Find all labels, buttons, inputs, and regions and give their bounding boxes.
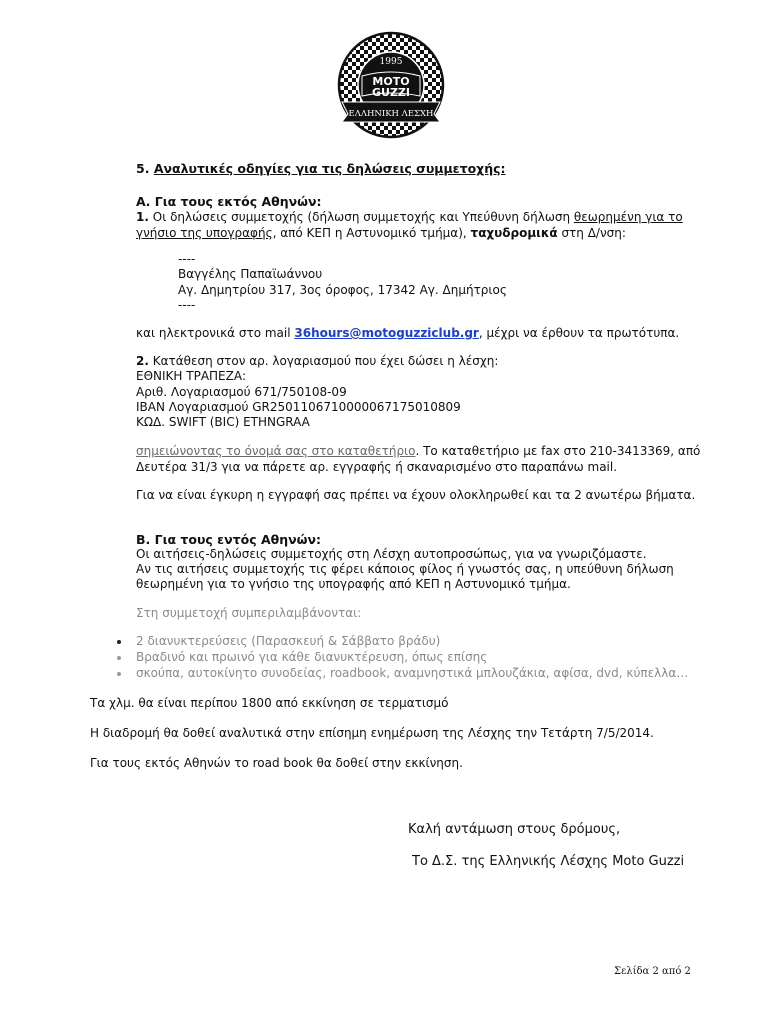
note-roadbook: Για τους εκτός Αθηνών το road book θα δοθεί στην εκκίνηση.: [90, 756, 463, 770]
section-number: 5.: [136, 161, 150, 176]
deposit-line2: Δευτέρα 31/3 για να πάρετε αρ. εγγραφής ή σκαναρισμένο στο παραπάνω mail.: [136, 460, 618, 474]
includes-item-3: σκούπα, αυτοκίνητο συνοδείας, roadbook, αναμνηστικά μπλουζάκια, αφίσα, dvd, κύπελλα…: [136, 666, 689, 680]
item1-text-end: στη Δ/νση:: [557, 226, 626, 240]
logo-word-moto: MOTO: [372, 75, 410, 88]
bank-account: Αριθ. Λογαριασμού 671/750108-09: [136, 385, 347, 399]
page-number: Σελίδα 2 από 2: [614, 966, 691, 977]
item1-text-b: , από ΚΕΠ η Αστυνομικό τμήμα),: [272, 226, 471, 240]
includes-item-2: Βραδινό και πρωινό για κάθε διανυκτέρευση, όπως επίσης: [136, 650, 488, 664]
part-a-heading: Α. Για τους εκτός Αθηνών:: [136, 194, 322, 209]
item2-number: 2.: [136, 354, 149, 368]
email-link[interactable]: 36hours@motoguzziclub.gr: [294, 326, 479, 340]
note-route: Η διαδρομή θα δοθεί αναλυτικά στην επίσημη ενημέρωση της Λέσχης την Τετάρτη 7/5/2014.: [90, 726, 654, 740]
includes-item-1: 2 διανυκτερεύσεις (Παρασκευή & Σάββατο βράδυ): [136, 634, 441, 648]
includes-title: Στη συμμετοχή συμπεριλαμβάνονται:: [136, 606, 362, 620]
moto-guzzi-club-logo: [336, 30, 446, 140]
deposit-underlined: σημειώνοντας το όνομά σας στο καταθετήριο: [136, 444, 416, 458]
address-dash-top: ----: [178, 252, 196, 266]
bank-name: ΕΘΝΙΚΗ ΤΡΑΠΕΖΑ:: [136, 369, 247, 383]
email-line: [136, 325, 679, 341]
part-b-heading: Β. Για τους εντός Αθηνών:: [136, 532, 322, 547]
part-a-item2: [136, 353, 498, 369]
part-a-item1-line1: [136, 209, 683, 225]
deposit-line1-post: . Το καταθετήριο με fax στο 210-3413369, από: [415, 444, 701, 458]
closing-signature: Το Δ.Σ. της Ελληνικής Λέσχης Moto Guzzi: [412, 854, 685, 869]
section-title: [136, 160, 506, 177]
address-dash-bottom: ----: [178, 298, 196, 312]
note-distance: Τα χλμ. θα είναι περίπου 1800 από εκκίνηση σε τερματισμό: [90, 696, 449, 710]
email-line-post: , μέχρι να έρθουν τα πρωτότυπα.: [478, 326, 680, 340]
address-name: Βαγγέλης Παπαϊωάννου: [178, 267, 323, 281]
part-a-item1-line2: [136, 225, 626, 241]
item1-text-underlined-a: θεωρημένη για το: [573, 210, 683, 224]
deposit-line1: [136, 443, 700, 459]
item1-text-underlined-b: γνήσιο της υπογραφής: [136, 226, 273, 240]
validity-note: Για να είναι έγκυρη η εγγραφή σας πρέπει να έχουν ολοκληρωθεί και τα 2 ανωτέρω βήματα.: [136, 488, 696, 502]
item1-text-bold: ταχυδρομικά: [470, 226, 558, 240]
email-line-pre: και ηλεκτρονικά στο mail: [136, 326, 295, 340]
bullet-dot-1: [117, 640, 121, 644]
item1-text-a: Οι δηλώσεις συμμετοχής (δήλωση συμμετοχής και Υπεύθυνη δήλωση: [152, 210, 574, 224]
bullet-dot-3: [117, 672, 121, 676]
part-b-line3: θεωρημένη για το γνήσιο της υπογραφής από ΚΕΠ η Αστυνομικό τμήμα.: [136, 577, 571, 591]
item2-text: Κατάθεση στον αρ. λογαριασμού που έχει δώσει η λέσχη:: [152, 354, 499, 368]
item1-number: 1.: [136, 210, 149, 224]
part-b-line2: Αν τις αιτήσεις συμμετοχής τις φέρει κάποιος φίλος ή γνωστός σας, η υπεύθυνη δήλωση: [136, 562, 674, 576]
logo-word-guzzi: GUZZI: [371, 86, 411, 99]
logo-banner-text: ΕΛΛΗΝΙΚΗ ΛΕΣΧΗ: [348, 109, 434, 119]
section-title-text: Αναλυτικές οδηγίες για τις δηλώσεις συμμετοχής:: [153, 161, 506, 176]
bank-swift: ΚΩΔ. SWIFT (BIC) ETHNGRAA: [136, 415, 310, 429]
part-b-line1: Οι αιτήσεις-δηλώσεις συμμετοχής στη Λέσχη αυτοπροσώπως, για να γνωριζόμαστε.: [136, 547, 647, 561]
closing-greeting: Καλή αντάμωση στους δρόμους,: [408, 822, 621, 837]
bank-iban: IBAN Λογαριασμού GR2501106710000067175010809: [136, 400, 461, 414]
bullet-dot-2: [117, 656, 121, 660]
address-street: Αγ. Δημητρίου 317, 3ος όροφος, 17342 Αγ. Δημήτριος: [178, 283, 507, 297]
logo-year: 1995: [379, 57, 403, 67]
